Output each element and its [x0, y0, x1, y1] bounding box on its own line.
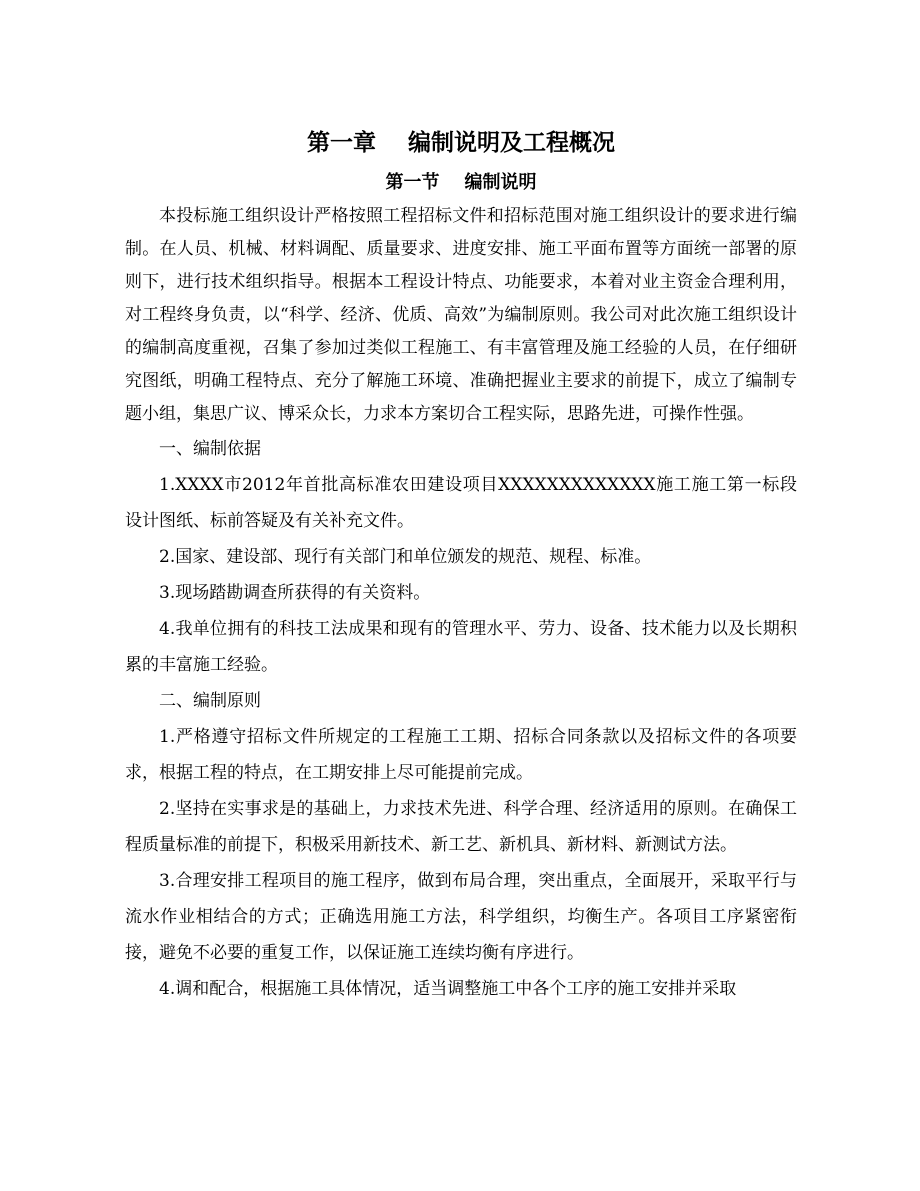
- basis-item-4: 4.我单位拥有的科技工法成果和现有的管理水平、劳力、设备、技术能力以及长期积累的丰富施工经验。: [125, 619, 797, 675]
- chapter-title: 第一章 编制说明及工程概况: [306, 130, 616, 156]
- principles-item-4: 4.调和配合，根据施工具体情况，适当调整施工中各个工序的施工安排并采取: [159, 979, 737, 999]
- basis-item-3: 3.现场踏勘调查所获得的有关资料。: [159, 583, 431, 603]
- basis-item-1: 1.XXXX市2012年首批高标准农田建设项目XXXXXXXXXXXXX施工施工第一标段设计图纸、标前答疑及有关补充文件。: [125, 475, 797, 531]
- principles-item-3: 3.合理安排工程项目的施工程序，做到布局合理，突出重点，全面展开，采取平行与流水作业相结合的方式；正确选用施工方法，科学组织，均衡生产。各项目工序紧密衔接，避免不必要的重复工作，以保证施工连续均衡有序进行。: [125, 871, 797, 963]
- section-title: 第一节 编制说明: [385, 172, 537, 193]
- basis-heading: 一、编制依据: [159, 439, 261, 459]
- basis-item-2: 2.国家、建设部、现行有关部门和单位颁发的规范、规程、标准。: [159, 547, 652, 567]
- intro-paragraph: 本投标施工组织设计严格按照工程招标文件和招标范围对施工组织设计的要求进行编制。在人员、机械、材料调配、质量要求、进度安排、施工平面布置等方面统一部署的原则下，进行技术组织指导。根据本工程设计特点、功能要求，本着对业主资金合理利用，对工程终身负责，以“科学、经济、优质、高效”为编制原则。我公司对此次施工组织设计的编制高度重视，召集了参加过类似工程施工、有丰富管理及施工经验的人员，在仔细研究图纸，明确工程特点、充分了解施工环境、准确把握业主要求的前提下，成立了编制专题小组，集思广议、博采众长，力求本方案切合工程实际，思路先进，可操作性强。: [125, 206, 797, 424]
- principles-item-1: 1.严格遵守招标文件所规定的工程施工工期、招标合同条款以及招标文件的各项要求，根据工程的特点，在工期安排上尽可能提前完成。: [125, 727, 797, 783]
- principles-item-2: 2.坚持在实事求是的基础上，力求技术先进、科学合理、经济适用的原则。在确保工程质量标准的前提下，积极采用新技术、新工艺、新机具、新材料、新测试方法。: [125, 799, 797, 855]
- principles-heading: 二、编制原则: [159, 691, 261, 711]
- document-page: [125, 120, 797, 1007]
